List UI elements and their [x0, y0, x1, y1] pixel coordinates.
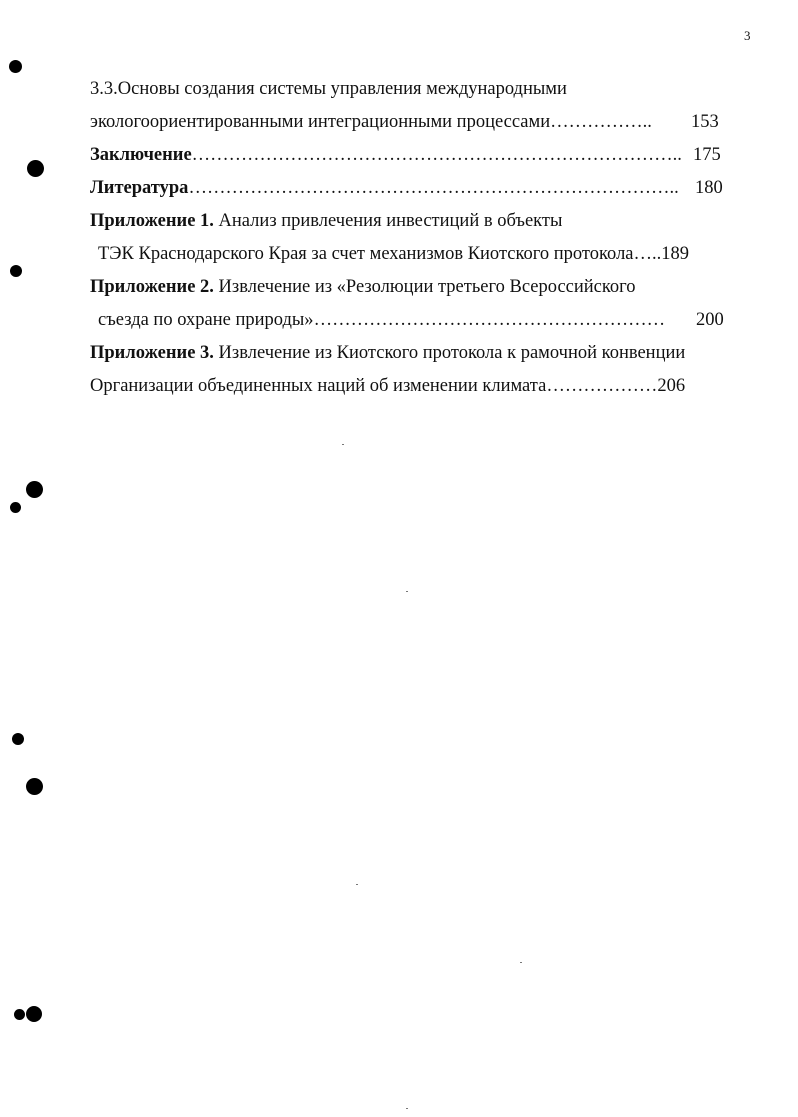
toc-leader-dots: ………………………………………………… — [313, 310, 666, 330]
toc-entry-appendix-1-line2 — [98, 243, 689, 265]
toc-leader-dots: …………………………………………………………………….. — [188, 178, 679, 198]
toc-text: 3.3.Основы создания системы управления международными — [90, 79, 567, 99]
toc-heading: Приложение 3. — [90, 343, 214, 363]
toc-entry-3-3-line1 — [90, 78, 567, 100]
toc-text: Анализ привлечения инвестиций в объекты — [213, 211, 563, 231]
toc-leader-dots: ….. — [633, 244, 662, 264]
toc-text: Извлечение из Киотского протокола к рамочной конвенции — [213, 343, 686, 363]
scan-speck — [406, 1108, 408, 1109]
binding-hole-mark — [10, 265, 22, 277]
binding-hole-mark — [9, 60, 22, 73]
toc-entry-appendix-2-line1 — [90, 276, 636, 298]
scan-speck — [520, 962, 522, 963]
binding-hole-mark — [26, 1006, 42, 1022]
toc-leader-dots: ……………… — [546, 376, 658, 396]
scan-speck — [406, 591, 408, 592]
toc-entry-appendix-3-line1 — [90, 342, 685, 364]
binding-hole-mark — [26, 778, 43, 795]
toc-page-number: 206 — [657, 376, 686, 396]
toc-entry-3-3-line2 — [90, 111, 719, 133]
page-number: 3 — [744, 28, 751, 43]
toc-entry-literature — [90, 177, 723, 199]
toc-entry-appendix-2-line2 — [98, 309, 724, 331]
toc-heading: Заключение — [90, 145, 192, 165]
toc-leader-dots: …………….. — [550, 112, 652, 132]
binding-hole-mark — [27, 160, 44, 177]
toc-page-number: 189 — [661, 244, 690, 264]
toc-entry-appendix-3-line2 — [90, 375, 685, 397]
toc-entry-appendix-1-line1 — [90, 210, 562, 232]
toc-text: экологоориентированными интеграционными процессами — [90, 112, 551, 132]
toc-page-number: 180 — [695, 178, 723, 198]
toc-page-number: 200 — [696, 310, 724, 330]
binding-hole-mark — [10, 502, 21, 513]
toc-text: съезда по охране природы» — [98, 310, 314, 330]
toc-text: ТЭК Краснодарского Края за счет механизмов Киотского протокола — [98, 244, 634, 264]
toc-heading: Приложение 1. — [90, 211, 214, 231]
toc-page-number: 175 — [693, 145, 721, 165]
toc-entry-conclusion — [90, 144, 721, 166]
scan-speck — [342, 444, 344, 445]
scan-speck — [356, 884, 358, 885]
binding-hole-mark — [12, 733, 24, 745]
toc-leader-dots: …………………………………………………………………….. — [191, 145, 682, 165]
toc-heading: Приложение 2. — [90, 277, 214, 297]
binding-hole-mark — [26, 481, 43, 498]
toc-heading: Литература — [90, 178, 189, 198]
binding-hole-mark — [14, 1009, 25, 1020]
toc-text: Извлечение из «Резолюции третьего Всероссийского — [213, 277, 636, 297]
toc-page-number: 153 — [691, 112, 719, 132]
toc-text: Организации объединенных наций об изменении климата — [90, 376, 547, 396]
